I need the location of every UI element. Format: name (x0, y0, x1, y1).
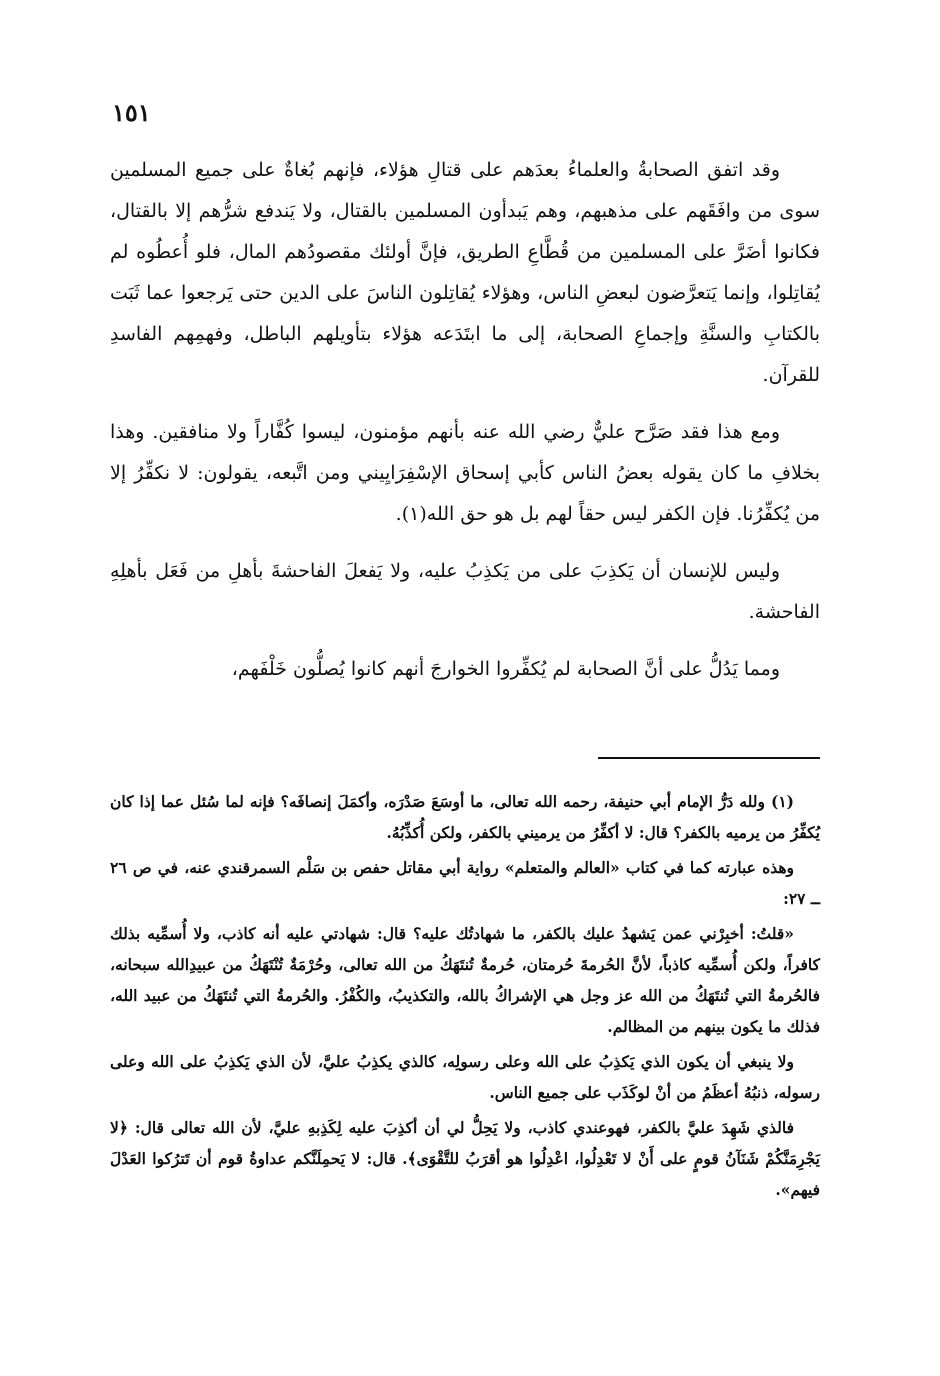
footnote-paragraph: فالذي شَهِدَ عليَّ بالكفر، فهوعندي كاذب، ولا يَحِلُّ لي أن أكذِبَ عليه لِكَذِبهِ عليَّ، لأن الله تعالى قال: ﴿لا يَجْرِمَنَّكُمْ شَنَآنُ قومٍ على أَنْ لا تَعْدِلُوا، اعْدِلُوا هو أقرَبُ للتَّقْوَى﴾. قال: لا يَحمِلَنَّكم عداوةُ قوم أن تَترُكوا العَدْلَ فيهم». (110, 1118, 820, 1199)
footnote-paragraph: «قلتُ: أخبِرْني عمن يَشهدُ عليك بالكفر، ما شهادتُك عليه؟ قال: شهادتي عليه أنه كاذب، ولا أُسمِّيه بذلك كافراً، ولكن أُسمِّيه كاذباً، لأنَّ الحُرمةَ حُرمتان، حُرمةٌ تُنتَهَكُ من الله تعالى، وحُرْمَةٌ تُنْتَهَكُ من عبيدِالله سبحانه، فالحُرمةُ التي تُنتَهَكُ من الله عز وجل هي الإشراكُ بالله، والتكذيبُ، والكُفْرُ. والحُرمةُ التي تُنتَهَكُ من عبيد الله، فذلك ما يكون بينهم من المظالم. (110, 924, 820, 1036)
paragraph: ومع هذا فقد صَرَّح عليٌّ رضي الله عنه بأنهم مؤمنون، ليسوا كُفَّاراً ولا منافقين. وهذا بخلافِ ما كان يقوله بعضُ الناس كأبي إسحاق الإسْفِرَايِيني ومن اتَّبعه، يقولون: لا نكفِّرُ إلا من يُكفِّرُنا. فإن الكفر ليس حقاً لهم بل هو حق الله(١). (110, 421, 820, 525)
paragraph: وليس للإنسان أن يَكذِبَ على من يَكذِبُ عليه، ولا يَفعلَ الفاحشةَ بأهلِ من فَعَل بأهلِهِ الفاحشة. (110, 560, 820, 623)
footnote-paragraph: (١) ولله دَرُّ الإمام أبي حنيفة، رحمه الله تعالى، ما أوسَعَ صَدْرَه، وأكمَلَ إنصافَه؟ فإنه لما سُئل عما إذا كان يُكفِّرُ من يرميه بالكفر؟ قال: لا أكفِّرُ من يرميني بالكفر، ولكن أُكذِّبُهُ. (110, 792, 820, 842)
footnote-paragraph: ولا ينبغي أن يكون الذي يَكذِبُ على الله وعلى رسولِه، كالذي يكذِبُ عليَّ، لأن الذي يَكذِبُ على الله وعلى رسوله، ذنبُهُ أعظَمُ من أنْ لوكَذَب على جميع الناس. (110, 1052, 820, 1102)
main-text (110, 150, 820, 690)
paragraph: ومما يَدُلُّ على أنَّ الصحابة لم يُكفِّروا الخوارجَ أنهم كانوا يُصلُّون خَلْفَهم، (231, 658, 780, 680)
footnotes (110, 786, 820, 1209)
footnote-divider (598, 757, 820, 759)
paragraph: وقد اتفق الصحابةُ والعلماءُ بعدَهم على قتالِ هؤلاء، فإنهم بُغاةٌ على جميع المسلمين سوى من وافَقَهم على مذهبهم، وهم يَبدأون المسلمين بالقتال، ولا يَندفع شرُّهم إلا بالقتال، فكانوا أضَرَّ على المسلمين من قُطَّاعِ الطريق، فإنَّ أولئك مقصودُهم المال، فلو أُعطُوه لم يُقاتِلوا، وإنما يَتعرَّضون لبعضِ الناس، وهؤلاء يُقاتِلون الناسَ على الدين حتى يَرجعوا عما ثَبَت بالكتابِ والسنَّةِ وإجماعِ الصحابة، إلى ما ابتَدَعه هؤلاء بتأويلهم الباطل، وفهمِهم الفاسدِ للقرآن. (110, 159, 820, 386)
page-number: ١٥١ (112, 98, 151, 127)
footnote-paragraph: وهذه عبارته كما في كتاب «العالم والمتعلم» رواية أبي مقاتل حفص بن سَلْم السمرقندي عنه، في ص ٢٦ ــ ٢٧: (110, 858, 820, 908)
